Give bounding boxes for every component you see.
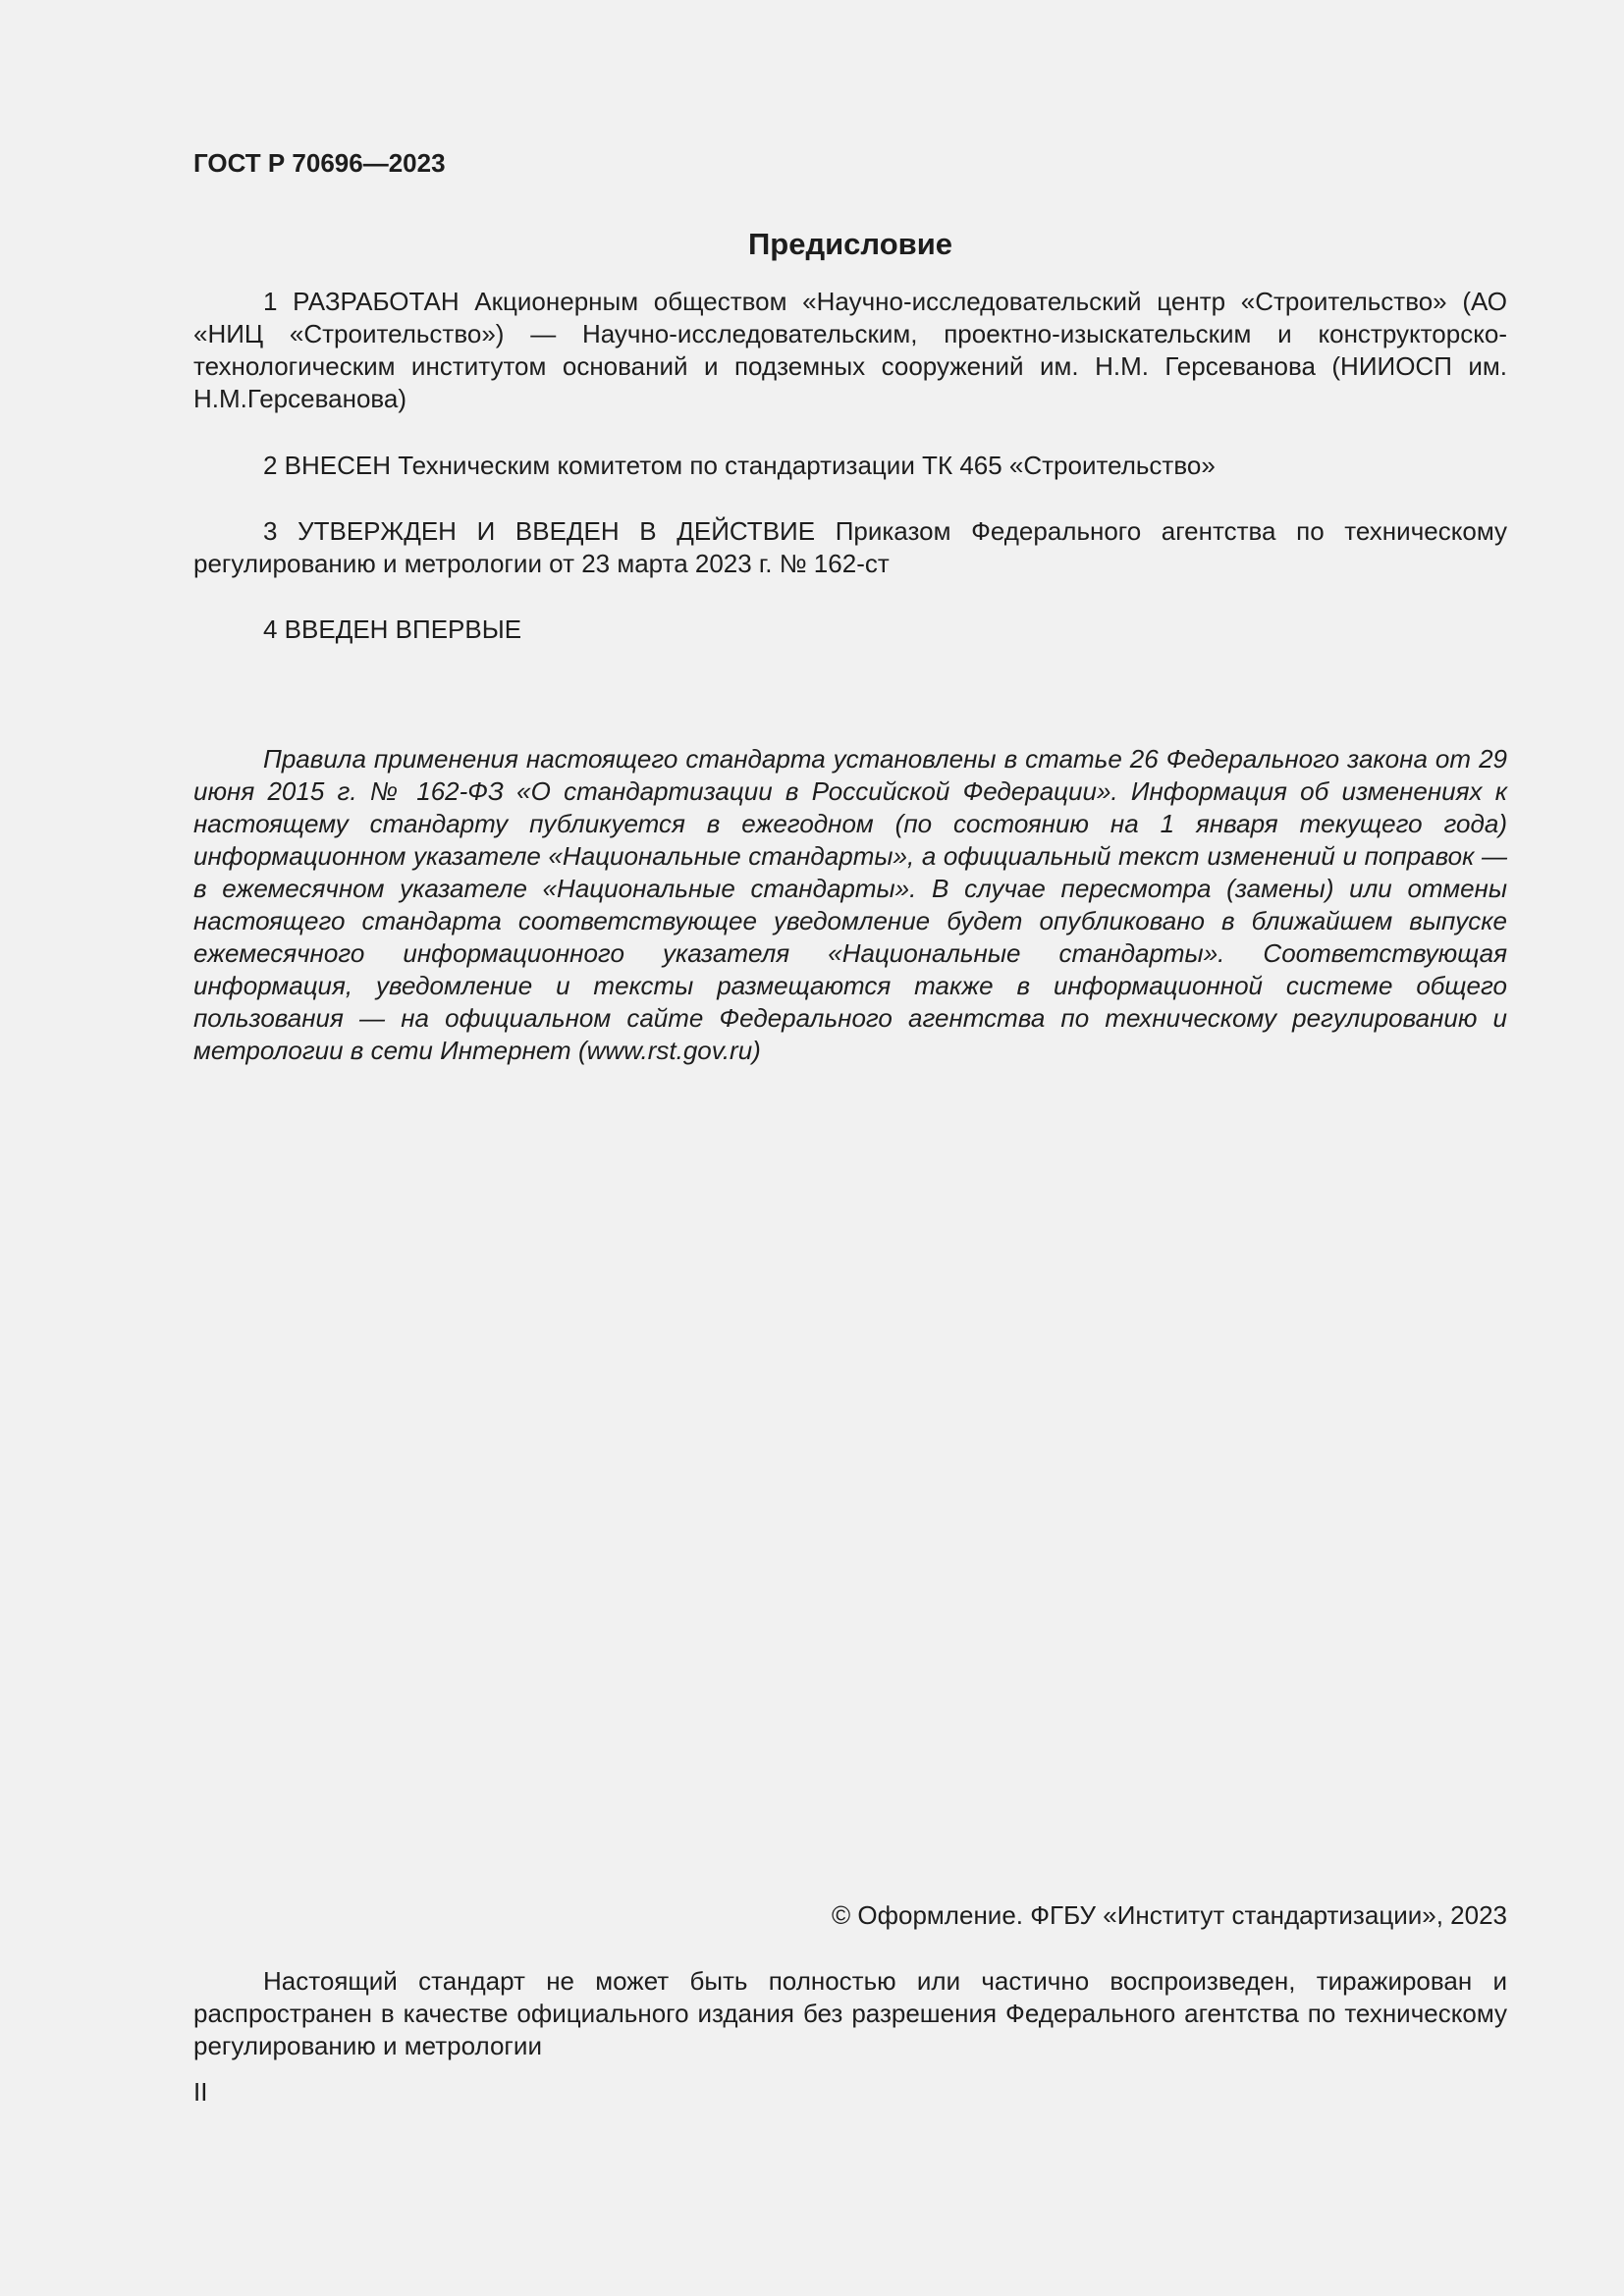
foreword-item-4: 4 ВВЕДЕН ВПЕРВЫЕ [263, 614, 522, 644]
copyright-line: © Оформление. ФГБУ «Институт стандартизации», 2023 [832, 1900, 1507, 1930]
document-page [193, 147, 1507, 2107]
application-rules-note: Правила применения настоящего стандарта установлены в статье 26 Федерального закона от 29 июня 2015 г. № 162-ФЗ «О стандартизации в Российской Федерации». Информация об изменениях к настоящему стандарту публикуется в ежегодном (по состоянию на 1 января текущего года) информационном указателе «Национальные стандарты», а официальный текст изменений и поправок — в ежемесячном указателе «Национальные стандарты». В случае пересмотра (замены) или отмены настоящего стандарта соответствующее уведомление будет опубликовано в ближайшем выпуске ежемесячного информационного указателя «Национальные стандарты». Соответствующая информация, уведомление и тексты размещаются также в информационной системе общего пользования — на официальном сайте Федерального агентства по техническому регулированию и метрологии в сети Интернет (www.rst.gov.ru) [193, 744, 1507, 1065]
foreword-item-3: 3 УТВЕРЖДЕН И ВВЕДЕН В ДЕЙСТВИЕ Приказом Федерального агентства по техническому регулированию и метрологии от 23 марта 2023 г. № 162-ст [193, 516, 1507, 578]
page-number: II [193, 2077, 208, 2107]
foreword-item-2: 2 ВНЕСЕН Техническим комитетом по стандартизации ТК 465 «Строительство» [263, 451, 1216, 480]
reproduction-notice: Настоящий стандарт не может быть полностью или частично воспроизведен, тиражирован и распространен в качестве официального издания без разрешения Федерального агентства по техническому регулированию и метрологии [193, 1966, 1507, 2060]
document-header: ГОСТ Р 70696—2023 [193, 148, 446, 178]
foreword-item-1: 1 РАЗРАБОТАН Акционерным обществом «Научно-исследовательский центр «Строительство» (АО «НИЦ «Строительство») — Научно-исследовательским, проектно-изыскательским и конструкторско-технологическим институтом оснований и подземных сооружений им. Н.М. Герсеванова (НИИОСП им. Н.М.Герсеванова) [193, 287, 1507, 413]
page-title: Предисловие [747, 227, 952, 261]
